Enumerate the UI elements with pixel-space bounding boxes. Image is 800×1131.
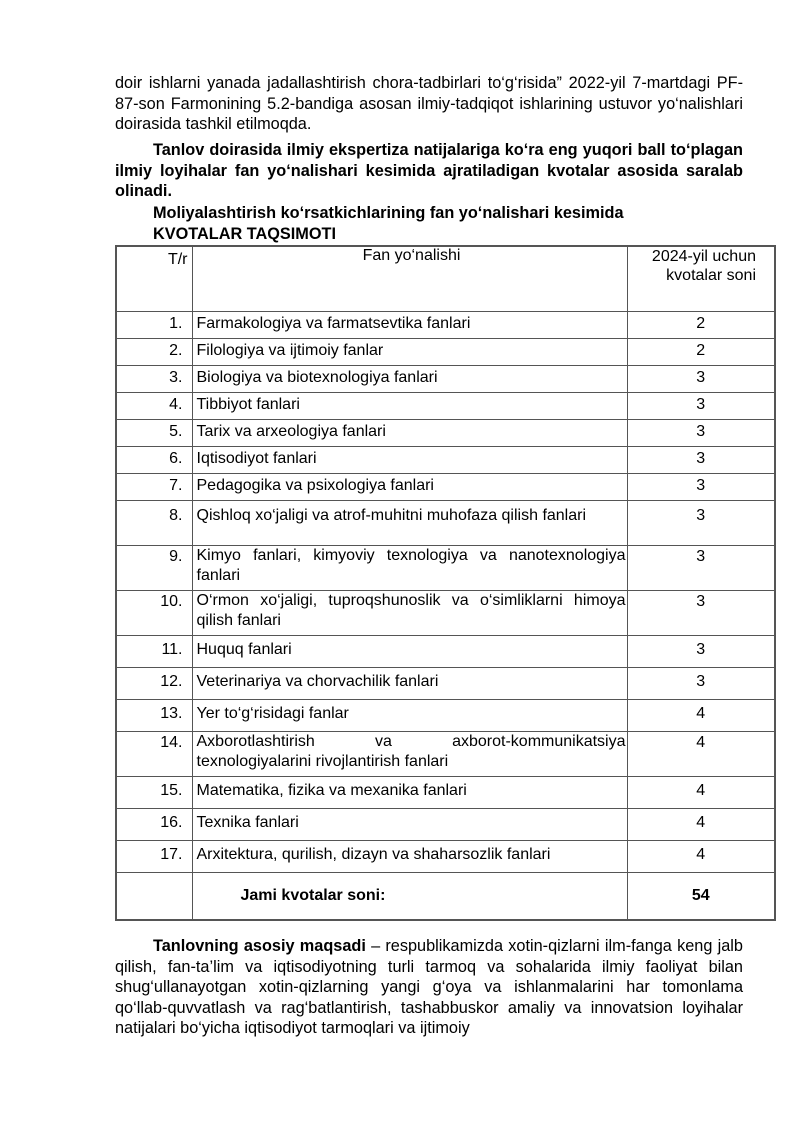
header-field: Fan yo‘nalishi [192,246,627,311]
row-field: Iqtisodiyot fanlari [192,446,627,473]
row-field: Qishloq xo‘jaligi va atrof-muhitni muhofaza qilish fanlari [192,500,627,545]
row-number: 6. [116,446,192,473]
row-field: Tibbiyot fanlari [192,392,627,419]
row-field: Veterinariya va chorvachilik fanlari [192,667,627,699]
table-row [116,699,775,731]
row-quota: 3 [627,500,775,545]
intro-paragraph: doir ishlarni yanada jadallashtirish chora-tadbirlari to‘g‘risida” 2022-yil 7-martdagi PF-87-son Farmonining 5.2-bandiga asosan ilmiy-tadqiqot ishlarining ustuvor yo‘nalishlari doirasida tashkil etilmoqda. [115,74,743,133]
table-row [116,635,775,667]
row-number: 2. [116,338,192,365]
row-number: 1. [116,311,192,338]
row-quota: 4 [627,699,775,731]
row-number: 7. [116,473,192,500]
row-quota: 4 [627,808,775,840]
table-row [116,500,775,545]
table-row [116,731,775,776]
row-quota: 3 [627,667,775,699]
table-body [116,311,775,920]
row-quota: 3 [627,419,775,446]
row-field: Pedagogika va psixologiya fanlari [192,473,627,500]
row-quota: 4 [627,840,775,872]
total-label: Jami kvotalar soni: [192,872,627,920]
total-value: 54 [627,872,775,920]
table-row [116,311,775,338]
row-number: 8. [116,500,192,545]
row-number: 12. [116,667,192,699]
row-quota: 4 [627,731,775,776]
row-field: Yer to‘g‘risidagi fanlar [192,699,627,731]
row-quota: 4 [627,776,775,808]
row-number: 13. [116,699,192,731]
row-field: Farmakologiya va farmatsevtika fanlari [192,311,627,338]
row-number: 3. [116,365,192,392]
row-quota: 3 [627,590,775,635]
table-row [116,667,775,699]
row-number: 14. [116,731,192,776]
table-row [116,776,775,808]
row-field: Tarix va arxeologiya fanlari [192,419,627,446]
row-number: 10. [116,590,192,635]
row-quota: 3 [627,545,775,590]
row-field: Arxitektura, qurilish, dizayn va shaharsozlik fanlari [192,840,627,872]
goal-paragraph [115,936,743,1039]
table-title-line1: Moliyalashtirish ko‘rsatkichlarining fan yo‘nalishari kesimida [153,204,624,222]
row-field: Texnika fanlari [192,808,627,840]
selection-paragraph: Tanlov doirasida ilmiy ekspertiza natijalariga ko‘ra eng yuqori ball to‘plagan ilmiy loyihalar fan yo‘nalishari kesimida ajratiladigan kvotalar asosida saralab olinadi. [115,141,743,200]
row-number: 15. [116,776,192,808]
table-row [116,338,775,365]
goal-paragraph-lead: Tanlovning asosiy maqsadi [153,937,366,955]
table-title-line2: KVOTALAR TAQSIMOTI [153,225,336,243]
quota-table [115,245,776,921]
header-quota: 2024-yil uchun kvotalar soni [627,246,775,311]
row-number: 4. [116,392,192,419]
row-field: Axborotlashtirish va axborot-kommunikatsiya texnologiyalarini rivojlantirish fanlari [192,731,627,776]
row-field: Filologiya va ijtimoiy fanlar [192,338,627,365]
table-row [116,365,775,392]
table-row [116,473,775,500]
row-number: 11. [116,635,192,667]
row-number: 5. [116,419,192,446]
table-total-row [116,872,775,920]
header-number: T/r [116,246,192,311]
row-quota: 2 [627,311,775,338]
row-quota: 3 [627,635,775,667]
row-field: O‘rmon xo‘jaligi, tuproqshunoslik va o‘simliklarni himoya qilish fanlari [192,590,627,635]
row-number: 9. [116,545,192,590]
table-row [116,446,775,473]
table-row [116,419,775,446]
row-quota: 3 [627,446,775,473]
row-quota: 3 [627,473,775,500]
row-quota: 3 [627,392,775,419]
row-quota: 3 [627,365,775,392]
table-header-row [116,246,775,311]
row-field: Kimyo fanlari, kimyoviy texnologiya va nanotexnologiya fanlari [192,545,627,590]
row-number: 17. [116,840,192,872]
table-row [116,392,775,419]
row-field: Biologiya va biotexnologiya fanlari [192,365,627,392]
table-row [116,808,775,840]
row-field: Huquq fanlari [192,635,627,667]
table-row [116,840,775,872]
table-row [116,545,775,590]
row-field: Matematika, fizika va mexanika fanlari [192,776,627,808]
row-number: 16. [116,808,192,840]
table-row [116,590,775,635]
goal-paragraph-text: – respublikamizda xotin-qizlarni ilm-fanga keng jalb qilish, fan-ta’lim va iqtisodiyotning turli tarmoq va sohalarida ilmiy faoliyat bilan shug‘ullanayotgan xotin-qizlarning yangi g‘oya va ishlanmalarini har tomonlama qo‘llab-quvvatlash va rag‘batlantirish, tashabbuskor amaliy va innovatsion loyihalar natijalari bo‘yicha iqtisodiyot tarmoqlari va ijtimoiy [115,937,743,1037]
row-quota: 2 [627,338,775,365]
total-empty-cell [116,872,192,920]
